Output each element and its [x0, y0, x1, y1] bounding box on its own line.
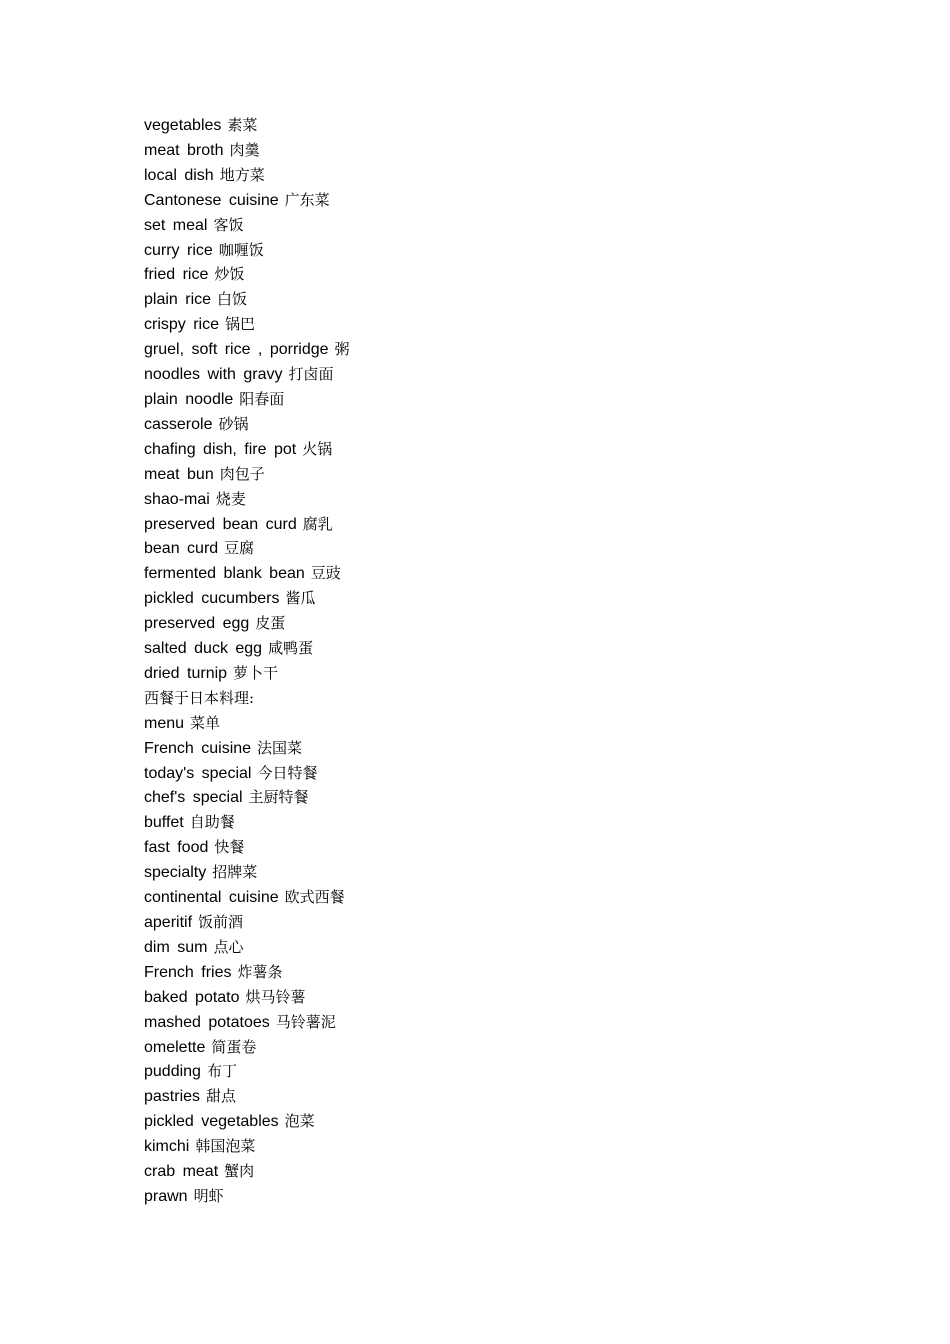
vocabulary-list [144, 113, 350, 1209]
english-term: French cuisine [144, 739, 252, 757]
english-term: mashed potatoes [144, 1013, 270, 1031]
english-term: noodles with gravy [144, 366, 283, 384]
english-term: crab meat [144, 1163, 219, 1181]
chinese-term: 韩国泡菜 [195, 1137, 256, 1156]
vocab-entry [144, 985, 350, 1010]
chinese-term: 今日特餐 [257, 763, 318, 782]
chinese-term: 快餐 [214, 838, 245, 857]
vocab-entry [144, 1084, 350, 1109]
chinese-term: 火锅 [302, 439, 333, 458]
vocab-entry [144, 1010, 350, 1035]
vocab-entry [144, 113, 350, 138]
english-term: chef's special [144, 789, 243, 807]
chinese-term: 咸鸭蛋 [268, 639, 314, 658]
chinese-term: 欧式西餐 [284, 888, 345, 907]
vocab-entry [144, 287, 350, 312]
english-term: fermented blank bean [144, 565, 305, 583]
vocab-entry [144, 810, 350, 835]
english-term: shao-mai [144, 490, 210, 508]
english-term: Cantonese cuisine [144, 191, 279, 209]
vocab-entry [144, 885, 350, 910]
english-term: casserole [144, 415, 213, 433]
english-term: specialty [144, 864, 207, 882]
vocab-entry [144, 163, 350, 188]
english-term: preserved egg [144, 615, 250, 633]
chinese-term: 明虾 [193, 1186, 224, 1205]
vocab-entry [144, 561, 350, 586]
chinese-term: 客饭 [213, 215, 244, 234]
chinese-term: 广东菜 [284, 190, 330, 209]
chinese-term: 自助餐 [189, 813, 235, 832]
vocab-entry [144, 1109, 350, 1134]
chinese-term: 萝卜干 [233, 663, 279, 682]
english-term: pickled vegetables [144, 1113, 279, 1131]
english-term: plain rice [144, 291, 212, 309]
english-term: prawn [144, 1187, 188, 1205]
chinese-term: 烘马铃薯 [245, 987, 306, 1006]
vocab-entry [144, 487, 350, 512]
chinese-term: 炒饭 [214, 265, 245, 284]
vocab-entry [144, 935, 350, 960]
english-term: aperitif [144, 914, 193, 931]
english-term: bean curd [144, 540, 219, 558]
section-heading-text: 西餐于日本料理: [144, 688, 255, 707]
chinese-term: 皮蛋 [255, 614, 286, 633]
english-term: fried rice [144, 266, 209, 284]
vocab-entry [144, 536, 350, 561]
vocab-entry [144, 262, 350, 287]
vocab-entry [144, 138, 350, 163]
english-term: plain noodle [144, 390, 234, 408]
chinese-term: 布丁 [206, 1062, 237, 1081]
english-term: dim sum [144, 938, 208, 956]
chinese-term: 法国菜 [257, 738, 303, 757]
chinese-term: 饭前酒 [198, 913, 244, 931]
vocab-entry [144, 960, 350, 985]
vocab-entry [144, 462, 350, 487]
chinese-term: 砂锅 [218, 414, 249, 433]
english-term: continental cuisine [144, 889, 279, 907]
chinese-term: 烧麦 [215, 489, 246, 508]
vocab-entry [144, 711, 350, 736]
vocab-entry [144, 636, 350, 661]
vocab-entry [144, 437, 350, 462]
vocab-entry [144, 362, 350, 387]
english-term: local dish [144, 166, 214, 184]
vocab-entry [144, 910, 350, 935]
vocab-entry [144, 1134, 350, 1159]
english-term: meat broth [144, 141, 224, 159]
chinese-term: 地方菜 [219, 165, 265, 184]
chinese-term: 素菜 [227, 116, 258, 134]
chinese-term: 蟹肉 [224, 1162, 255, 1181]
chinese-term: 锅巴 [225, 315, 256, 334]
chinese-term: 泡菜 [284, 1112, 315, 1131]
vocab-entry [144, 661, 350, 686]
chinese-term: 白饭 [217, 290, 248, 309]
chinese-term: 甜点 [206, 1087, 237, 1106]
english-term: today's special [144, 764, 252, 782]
vocab-entry [144, 412, 350, 437]
chinese-term: 马铃薯泥 [275, 1012, 336, 1031]
english-term: dried turnip [144, 664, 228, 682]
chinese-term: 粥 [334, 340, 350, 359]
chinese-term: 酱瓜 [285, 589, 316, 608]
english-term: preserved bean curd [144, 515, 297, 533]
english-term: curry rice [144, 241, 213, 259]
chinese-term: 简蛋卷 [211, 1037, 257, 1056]
vocab-entry [144, 611, 350, 636]
chinese-term: 肉包子 [219, 464, 265, 483]
chinese-term: 豆豉 [310, 564, 341, 583]
vocab-entry [144, 586, 350, 611]
english-term: set meal [144, 216, 208, 234]
chinese-term: 打卤面 [288, 365, 334, 384]
vocab-entry [144, 238, 350, 263]
vocab-entry [144, 860, 350, 885]
english-term: meat bun [144, 465, 214, 483]
vocab-entry [144, 1159, 350, 1184]
vocab-entry [144, 736, 350, 761]
vocab-entry [144, 387, 350, 412]
chinese-term: 阳春面 [239, 389, 285, 408]
vocab-entry [144, 512, 350, 537]
chinese-term: 点心 [213, 937, 244, 956]
english-term: salted duck egg [144, 640, 263, 658]
english-term: crispy rice [144, 316, 220, 334]
vocab-entry [144, 337, 350, 362]
english-term: pickled cucumbers [144, 590, 280, 608]
chinese-term: 招牌菜 [212, 863, 258, 882]
vocab-entry [144, 1184, 350, 1209]
english-term: French fries [144, 963, 232, 981]
english-term: buffet [144, 814, 184, 832]
english-term: menu [144, 714, 185, 732]
chinese-term: 咖喱饭 [218, 240, 264, 259]
section-heading [144, 686, 350, 711]
english-term: pastries [144, 1088, 201, 1106]
english-term: kimchi [144, 1138, 190, 1156]
chinese-term: 主厨特餐 [248, 788, 309, 807]
english-term: fast food [144, 839, 209, 857]
vocab-entry [144, 1035, 350, 1060]
english-term: gruel, soft rice , porridge [144, 341, 329, 359]
chinese-term: 肉羹 [229, 140, 260, 159]
chinese-term: 炸薯条 [237, 962, 283, 981]
english-term: vegetables [144, 117, 222, 134]
chinese-term: 菜单 [190, 713, 221, 732]
english-term: pudding [144, 1063, 201, 1081]
english-term: chafing dish, fire pot [144, 440, 297, 458]
english-term: omelette [144, 1038, 206, 1056]
vocab-entry [144, 188, 350, 213]
vocab-entry [144, 835, 350, 860]
vocab-entry [144, 785, 350, 810]
vocab-entry [144, 761, 350, 786]
chinese-term: 豆腐 [224, 539, 255, 558]
english-term: baked potato [144, 988, 240, 1006]
vocab-entry [144, 1059, 350, 1084]
chinese-term: 腐乳 [302, 514, 333, 533]
vocab-entry [144, 312, 350, 337]
vocab-entry [144, 213, 350, 238]
